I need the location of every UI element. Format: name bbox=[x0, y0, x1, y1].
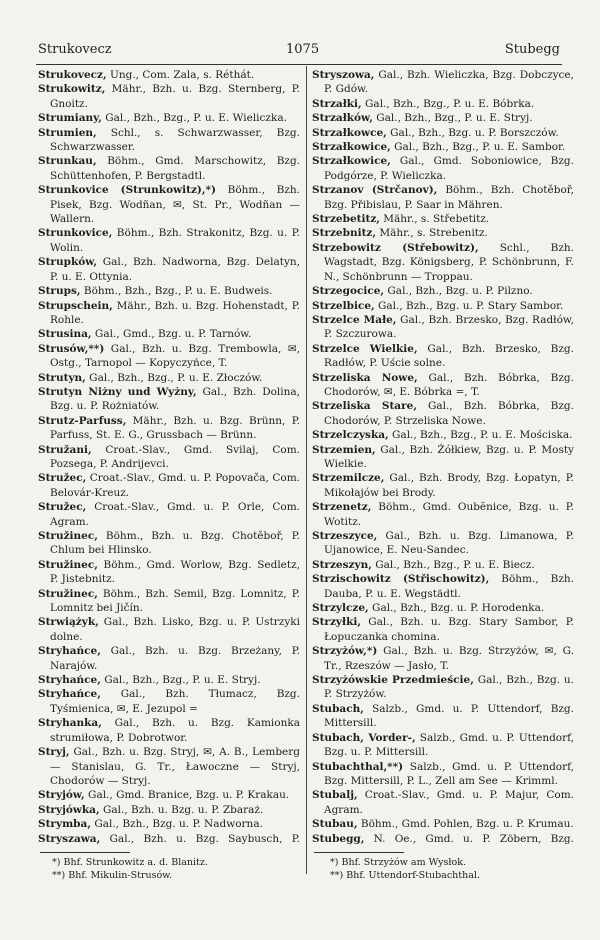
entry-text: Gal., Bzh. u. Bzg. Trembowla, ✉, Ostg., Tarnopol — Kopyczyńce, T. bbox=[50, 342, 300, 370]
gazetteer-entry bbox=[312, 212, 574, 226]
gazetteer-entry bbox=[312, 673, 574, 702]
gazetteer-entry bbox=[312, 529, 574, 558]
entry-heading: Stryjówka, bbox=[38, 803, 100, 816]
gazetteer-entry bbox=[312, 500, 574, 529]
entry-text: Croat.-Slav., Gmd. u. P. Orle, Com. Agram. bbox=[50, 501, 300, 528]
gazetteer-entry bbox=[38, 644, 300, 673]
page-number: 1075 bbox=[286, 42, 320, 57]
gazetteer-entry bbox=[312, 817, 574, 831]
entry-heading: Strzeliska Nowe, bbox=[312, 371, 418, 384]
entry-heading: Strutyn, bbox=[38, 371, 86, 384]
gazetteer-entry bbox=[38, 183, 300, 226]
running-head-left: Strukovecz bbox=[38, 42, 112, 57]
entry-heading: Strumien, bbox=[38, 126, 97, 139]
entry-text: Gal., Bzh. Żółkiew, Bzg. u. P. Mosty Wielkie. bbox=[324, 443, 574, 470]
entry-heading: Stryszawa, bbox=[38, 832, 101, 845]
gazetteer-entry bbox=[38, 587, 300, 616]
left-column bbox=[38, 68, 300, 848]
entry-heading: Strzelczyska, bbox=[312, 429, 389, 442]
gazetteer-entry bbox=[38, 68, 300, 82]
entry-heading: Strzałkowice, bbox=[312, 141, 391, 154]
entry-heading: Stružec, bbox=[38, 472, 87, 485]
entry-text: Gal., Bzh., Bzg. u. P. Horodenka. bbox=[368, 602, 545, 615]
entry-text: Gal., Bzh., Bzg. u. P. Nadworna. bbox=[90, 818, 263, 831]
entry-text: Gal., Bzh. u. Bzg. Stryj, ✉, A. B., Lemberg — Stanislau, G. Tr., Ławoczne — Stryj, Chodorów — Stryj. bbox=[50, 746, 300, 787]
entry-text: Gal., Bzh. Brzesko, Bzg. Radłów, P. Uście solne. bbox=[324, 342, 574, 370]
entry-text: Ung., Com. Zala, s. Réthát. bbox=[106, 69, 255, 81]
entry-heading: Strzałkowice, bbox=[312, 155, 391, 168]
gazetteer-entry bbox=[312, 760, 574, 789]
entry-heading: Strusów,**) bbox=[38, 342, 105, 355]
entry-heading: Strukovecz, bbox=[38, 69, 107, 81]
entry-heading: Strzemilcze, bbox=[312, 472, 385, 485]
entry-text: Schl., Bzh. Wagstadt, Bzg. Königsberg, P. Schönbrunn, F. N., Schönbrunn — Troppau. bbox=[324, 241, 574, 283]
entry-text: Böhm., Gmd. Marschowitz, Bzg. Schüttenhofen, P. Bergstadtl. bbox=[50, 155, 300, 182]
gazetteer-entry bbox=[312, 140, 574, 154]
entry-heading: Strupków, bbox=[38, 256, 98, 269]
entry-text: Böhm., Bzh., Bzg., P. u. E. Budweis. bbox=[80, 285, 273, 298]
entry-text: Salzb., Gmd. u. P. Uttendorf, Bzg. Mittersill, P. L., Zell am See — Krimml. bbox=[324, 760, 574, 787]
entry-heading: Strzebowitz (Střebowitz), bbox=[312, 241, 479, 254]
gazetteer-entry bbox=[312, 615, 574, 644]
entry-text: Gal., Bzh. Brody, Bzg. Łopatyn, P. Mikołajów bei Brody. bbox=[324, 472, 574, 499]
gazetteer-entry bbox=[38, 443, 300, 472]
gazetteer-entry bbox=[38, 788, 300, 802]
entry-heading: Strutyn Niżny und Wyżny, bbox=[38, 385, 197, 398]
entry-heading: Stryhańce, bbox=[38, 674, 101, 687]
entry-heading: Strzeszyce, bbox=[312, 530, 378, 542]
entry-heading: Strzebnitz, bbox=[312, 227, 377, 240]
gazetteer-entry bbox=[312, 644, 574, 673]
gazetteer-entry bbox=[38, 255, 300, 284]
entry-text: Gal., Bzh., Bzg. u. P. Borszczów. bbox=[386, 126, 559, 139]
entry-text: Gal., Bzh. u. Bzg. Saybusch, P. bbox=[109, 832, 300, 845]
gazetteer-entry bbox=[312, 126, 574, 140]
entry-heading: Strzylcze, bbox=[312, 602, 369, 615]
entry-heading: Stružinec, bbox=[38, 558, 98, 571]
entry-heading: Strzegocice, bbox=[312, 285, 385, 298]
footnote: **) Bhf. Mikulin-Strusów. bbox=[52, 870, 173, 881]
entry-heading: Strzischowitz (Střischowitz), bbox=[312, 573, 490, 586]
entry-heading: Stružani, bbox=[38, 443, 92, 456]
gazetteer-entry bbox=[38, 299, 300, 328]
entry-heading: Strzałkowce, bbox=[312, 126, 387, 139]
entry-heading: Strzałki, bbox=[312, 97, 362, 110]
gazetteer-entry bbox=[38, 327, 300, 341]
gazetteer-entry bbox=[312, 371, 574, 400]
entry-heading: Stubalj, bbox=[312, 789, 358, 802]
entry-heading: Strzeliska Stare, bbox=[312, 400, 417, 413]
page-header bbox=[38, 42, 560, 62]
entry-heading: Strunkovice, bbox=[38, 227, 113, 240]
entry-text: Böhm., Bzh. Strakonitz, Bzg. u. P. Wolin. bbox=[50, 227, 300, 254]
entry-heading: Strwiążyk, bbox=[38, 616, 99, 629]
entry-text: Böhm., Bzh. u. Bzg. Chotěboř, P. Chlum bei Hlinsko. bbox=[50, 530, 300, 557]
entry-text: Salzb., Gmd. u. P. Uttendorf, Bzg. Mittersill. bbox=[324, 702, 574, 730]
entry-text: Gal., Bzh. u. Bzg. Stary Sambor, P. Łopuczanka chomina. bbox=[324, 616, 574, 643]
gazetteer-entry bbox=[312, 313, 574, 342]
footnote: *) Bhf. Strzyżów am Wysłok. bbox=[330, 857, 466, 868]
entry-heading: Strzemien, bbox=[312, 443, 376, 456]
gazetteer-entry bbox=[312, 284, 574, 298]
entry-heading: Strups, bbox=[38, 285, 81, 298]
entry-text: Gal., Bzh., Bzg., P. u. E. Biecz. bbox=[371, 558, 535, 571]
gazetteer-entry bbox=[312, 154, 574, 183]
gazetteer-entry bbox=[38, 154, 300, 183]
entry-text: Mähr., Bzh. u. Bzg. Brünn, P. Parfuss, St. E. G., Grussbach — Brünn. bbox=[50, 414, 300, 442]
entry-text: Gal., Gmd., Bzg. u. P. Tarnów. bbox=[91, 328, 252, 341]
entry-heading: Stryj, bbox=[38, 746, 70, 759]
gazetteer-entry bbox=[312, 428, 574, 442]
gazetteer-entry bbox=[38, 500, 300, 529]
entry-heading: Strzyłki, bbox=[312, 616, 361, 629]
gazetteer-entry bbox=[38, 342, 300, 371]
gazetteer-entry bbox=[38, 745, 300, 788]
entry-text: Böhm., Bzh. Pisek, Bzg. Wodñan, ✉, St. Pr., Wodñan — Wallern. bbox=[50, 184, 300, 226]
entry-heading: Stubau, bbox=[312, 818, 358, 831]
entry-heading: Stryjów, bbox=[38, 789, 85, 802]
entry-heading: Strzałków, bbox=[312, 112, 373, 125]
gazetteer-entry bbox=[38, 226, 300, 255]
footnote-rule-right bbox=[314, 852, 404, 853]
entry-text: Mähr., s. Střebetitz. bbox=[379, 213, 490, 226]
entry-heading: Stružinec, bbox=[38, 530, 98, 542]
entry-heading: Strzyżówskie Przedmieście, bbox=[312, 674, 474, 687]
entry-heading: Stružec, bbox=[38, 501, 87, 514]
gazetteer-entry bbox=[38, 558, 300, 587]
footnote: *) Bhf. Strunkowitz a. d. Blanitz. bbox=[52, 857, 208, 868]
entry-heading: Stryszowa, bbox=[312, 69, 375, 81]
entry-text: Gal., Bzh., Bzg. u. P. Pilzno. bbox=[384, 285, 533, 298]
entry-text: Böhm., Bzh. Chotěboř, Bzg. Přibislau, P. Saar in Mähren. bbox=[324, 184, 574, 211]
gazetteer-entry bbox=[38, 716, 300, 745]
entry-text: Mähr., s. Strebenitz. bbox=[376, 227, 488, 240]
entry-text: Gal., Bzh. Lisko, Bzg. u. P. Ustrzyki dolne. bbox=[50, 616, 300, 643]
entry-text: Croat.-Slav., Gmd. u. P. Majur, Com. Agram. bbox=[324, 789, 574, 816]
gazetteer-entry bbox=[38, 529, 300, 558]
entry-text: Gal., Bzh., Bzg., P. u. E. Bóbrka. bbox=[361, 97, 535, 110]
entry-text: Gal., Bzh., Bzg., P. u. E. Złoczów. bbox=[85, 371, 263, 384]
gazetteer-entry bbox=[312, 342, 574, 371]
entry-text: Salzb., Gmd. u. P. Uttendorf, Bzg. u. P. Mittersill. bbox=[324, 731, 574, 759]
gazetteer-entry bbox=[38, 82, 300, 111]
entry-heading: Strunkau, bbox=[38, 155, 97, 168]
gazetteer-entry bbox=[38, 284, 300, 298]
gazetteer-entry bbox=[38, 414, 300, 443]
entry-heading: Strzelbice, bbox=[312, 299, 375, 312]
footnote: **) Bhf. Uttendorf-Stubachthal. bbox=[330, 870, 480, 881]
entry-text: Gal., Bzh. u. Bzg. Limanowa, P. Ujanowice, E. Neu-Sandec. bbox=[324, 530, 574, 557]
entry-text: Gal., Bzh. Nadworna, Bzg. Delatyn, P. u. E. Ottynia. bbox=[50, 256, 300, 283]
gazetteer-entry bbox=[312, 111, 574, 125]
footnotes-left bbox=[52, 856, 312, 882]
entry-text: Gal., Bzh., Bzg., P. u. E. Stryj. bbox=[372, 112, 533, 125]
entry-heading: Strzeszyn, bbox=[312, 558, 372, 571]
entry-heading: Strzenetz, bbox=[312, 501, 372, 514]
entry-heading: Strusina, bbox=[38, 328, 92, 341]
entry-text: Gal., Bzh. u. Bzg. u. P. Zbaraż. bbox=[99, 803, 264, 816]
entry-text: Mähr., Bzh. u. Bzg. Sternberg, P. Gnoitz. bbox=[50, 83, 300, 110]
entry-heading: Strzyżów,*) bbox=[312, 645, 378, 658]
footnotes-right bbox=[330, 856, 590, 882]
entry-text: Böhm., Gmd. Oubĕnice, Bzg. u. P. Wotitz. bbox=[324, 501, 574, 528]
gazetteer-entry bbox=[312, 558, 574, 572]
entry-heading: Strunkovice (Strunkowitz),*) bbox=[38, 184, 216, 197]
gazetteer-entry bbox=[38, 371, 300, 385]
header-rule bbox=[36, 64, 562, 65]
gazetteer-entry bbox=[312, 68, 574, 97]
entry-text: Croat.-Slav., Gmd. u. P. Popovača, Com. Belovár-Kreuz. bbox=[50, 472, 300, 499]
gazetteer-entry bbox=[312, 443, 574, 472]
right-column bbox=[312, 68, 574, 848]
gazetteer-entry bbox=[38, 471, 300, 500]
entry-heading: Strumiany, bbox=[38, 112, 102, 125]
gazetteer-entry bbox=[312, 399, 574, 428]
entry-text: Gal., Gmd. Branice, Bzg. u. P. Krakau. bbox=[84, 789, 290, 802]
gazetteer-entry bbox=[312, 601, 574, 615]
entry-text: N. Oe., Gmd. u. P. Zöbern, Bzg. bbox=[373, 832, 574, 845]
entry-text: Gal., Bzh. Wieliczka, Bzg. Dobczyce, P. Gdów. bbox=[324, 69, 574, 96]
gazetteer-entry bbox=[312, 731, 574, 760]
entry-heading: Strzelce Małe, bbox=[312, 313, 397, 326]
gazetteer-entry bbox=[312, 702, 574, 731]
gazetteer-entry bbox=[38, 111, 300, 125]
gazetteer-entry bbox=[38, 126, 300, 155]
gazetteer-entry bbox=[312, 241, 574, 284]
entry-heading: Stubachthal,**) bbox=[312, 760, 404, 773]
gazetteer-entry bbox=[312, 226, 574, 240]
gazetteer-entry bbox=[38, 803, 300, 817]
entry-heading: Stubach, bbox=[312, 702, 364, 715]
entry-text: Böhm., Gmd. Pohlen, Bzg. u. P. Krumau. bbox=[357, 818, 574, 831]
gazetteer-entry bbox=[312, 832, 574, 848]
gazetteer-entry bbox=[38, 673, 300, 687]
entry-text: Gal., Bzh., Bzg., P. u. E. Wieliczka. bbox=[101, 112, 287, 125]
gazetteer-entry bbox=[312, 299, 574, 313]
entry-heading: Strymba, bbox=[38, 818, 91, 831]
entry-text: Gal., Bzh. u. Bzg. Brzeżany, P. Narajów. bbox=[50, 645, 300, 672]
entry-heading: Strzebetitz, bbox=[312, 213, 380, 226]
entry-heading: Strupschein, bbox=[38, 299, 113, 312]
gazetteer-entry bbox=[312, 788, 574, 817]
entry-text: Schl., s. Schwarzwasser, Bzg. Schwarzwasser. bbox=[50, 126, 300, 154]
entry-text: Gal., Bzh. Dolina, Bzg. u. P. Rożniatów. bbox=[50, 385, 300, 413]
gazetteer-entry bbox=[38, 687, 300, 716]
entry-text: Gal., Bzh., Bzg., P. u. E. Stryj. bbox=[100, 674, 261, 687]
gazetteer-entry bbox=[38, 385, 300, 414]
entry-heading: Strutz-Parfuss, bbox=[38, 414, 127, 427]
entry-heading: Strzelce Wielkie, bbox=[312, 342, 418, 355]
entry-heading: Strukowitz, bbox=[38, 83, 106, 96]
gazetteer-entry bbox=[38, 817, 300, 831]
gazetteer-entry bbox=[38, 832, 300, 848]
entry-text: Gal., Bzh., Bzg. u. P. Stary Sambor. bbox=[374, 299, 564, 312]
gazetteer-entry bbox=[312, 572, 574, 601]
entry-text: Gal., Bzh., Bzg., P. u. E. Mościska. bbox=[388, 429, 573, 442]
entry-text: Böhm., Bzh. Semil, Bzg. Lomnitz, P. Lomnitz bei Jičín. bbox=[50, 587, 300, 615]
entry-text: Böhm., Gmd. Worlow, Bzg. Sedletz, P. Jistebnitz. bbox=[50, 558, 300, 586]
gazetteer-entry bbox=[312, 183, 574, 212]
entry-text: Croat.-Slav., Gmd. Svilaj, Com. Pozsega, P. Andrijevci. bbox=[50, 443, 300, 470]
entry-text: Gal., Bzh. Bóbrka, Bzg. Chodorów, P. Strzeliska Nowe. bbox=[324, 400, 574, 427]
column-divider bbox=[306, 66, 307, 874]
gazetteer-entry bbox=[312, 471, 574, 500]
entry-heading: Strzanov (Strčanov), bbox=[312, 184, 438, 197]
entry-heading: Stryhańce, bbox=[38, 645, 101, 658]
entry-heading: Stubegg, bbox=[312, 832, 365, 845]
entry-text: Gal., Bzh. Tłumacz, Bzg. Tyśmienica, ✉, E. Jezupol = bbox=[50, 688, 300, 715]
gazetteer-entry bbox=[312, 97, 574, 111]
gazetteer-entry bbox=[38, 615, 300, 644]
entry-text: Gal., Bzh. Bóbrka, Bzg. Chodorów, ✉, E. Bóbrka =, T. bbox=[324, 371, 574, 398]
entry-text: Gal., Bzh. u. Bzg. Kamionka strumiłowa, P. Dobrotwor. bbox=[50, 717, 300, 744]
entry-heading: Stubach, Vorder-, bbox=[312, 731, 416, 744]
entry-heading: Stryhanka, bbox=[38, 717, 102, 730]
entry-text: Gal., Bzh., Bzg. u. P. Strzyżów. bbox=[324, 674, 574, 701]
entry-text: Böhm., Bzh. Dauba, P. u. E. Wegstädtl. bbox=[324, 573, 574, 600]
running-head-right: Stubegg bbox=[504, 42, 560, 57]
entry-heading: Stryhańce, bbox=[38, 688, 101, 701]
entry-heading: Stružinec, bbox=[38, 587, 98, 600]
entry-text: Gal., Bzh. u. Bzg. Strzyżów, ✉, G. Tr., Rzeszów — Jasło, T. bbox=[324, 645, 574, 672]
entry-text: Gal., Bzh. Brzesko, Bzg. Radłów, P. Szczurowa. bbox=[324, 313, 574, 341]
entry-text: Gal., Bzh., Bzg., P. u. E. Sambor. bbox=[390, 141, 566, 154]
entry-text: Mähr., Bzh. u. Bzg. Hohenstadt, P. Rohle. bbox=[50, 299, 300, 326]
footnote-rule-left bbox=[40, 852, 130, 853]
entry-text: Gal., Gmd. Soboniowice, Bzg. Podgórze, P. Wieliczka. bbox=[324, 155, 574, 182]
